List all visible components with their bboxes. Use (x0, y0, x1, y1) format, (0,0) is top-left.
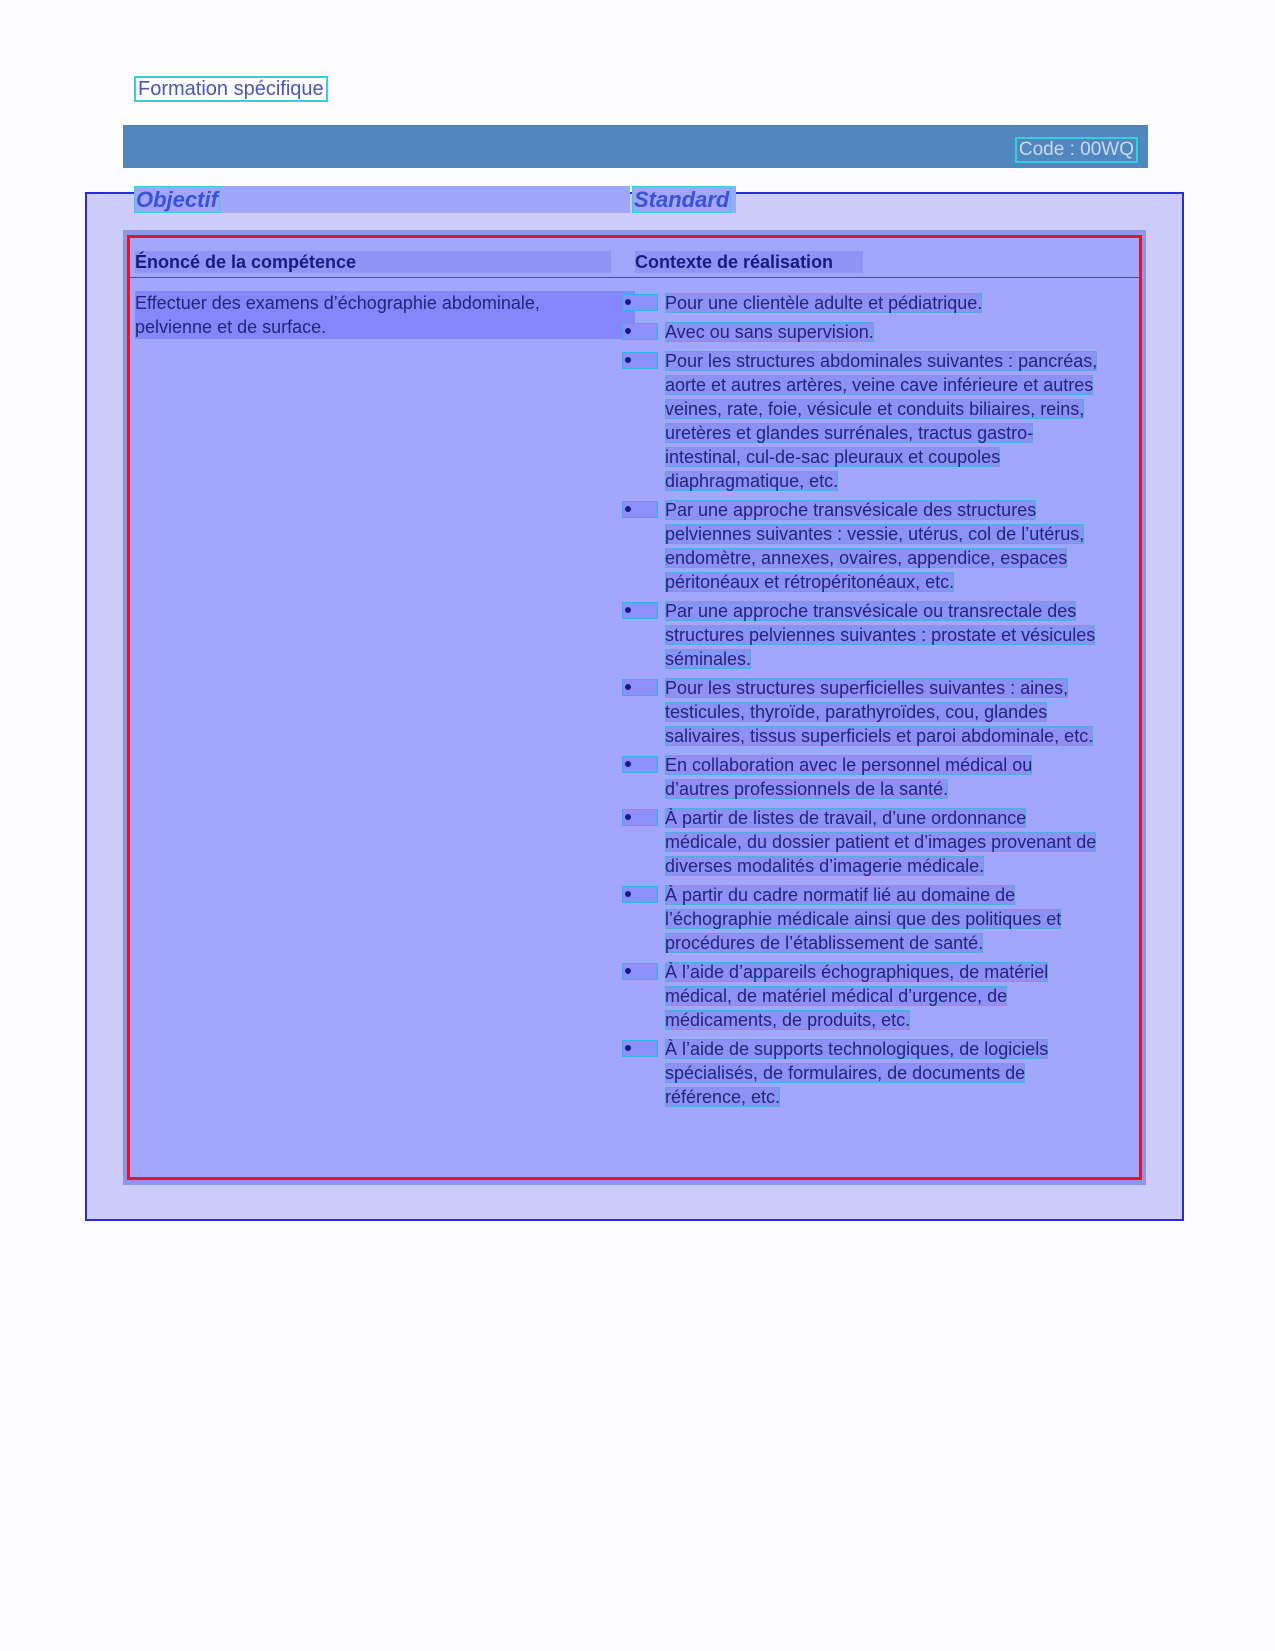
competence-statement (135, 291, 635, 339)
bullet-icon (622, 679, 658, 696)
competence-line: pelvienne et de surface. (135, 315, 635, 339)
list-item-text: Par une approche transvésicale des structures pelviennes suivantes : vessie, utérus, col de l’utérus, endomètre, annexes, ovaires, appendice, espaces péritonéaux et rétropéritonéaux, etc. (665, 500, 1085, 592)
competence-line: Effectuer des examens d’échographie abdominale, (135, 291, 635, 315)
list-item-text: Par une approche transvésicale ou transrectale des structures pelviennes suivantes : prostate et vésicules séminales. (665, 601, 1096, 669)
bullet-icon (622, 756, 658, 773)
list-item (622, 599, 1100, 671)
list-item-text: En collaboration avec le personnel médical ou d’autres professionnels de la santé. (665, 755, 1033, 799)
list-item-text: À partir de listes de travail, d’une ordonnance médicale, du dossier patient et d’images provenant de diverses modalités d’imagerie médicale. (665, 808, 1097, 876)
code-banner (123, 125, 1148, 168)
bullet-icon (622, 809, 658, 826)
header-divider (130, 277, 1139, 278)
bullet-icon (622, 294, 658, 311)
list-item (622, 320, 1100, 344)
list-item-text: Avec ou sans supervision. (665, 322, 874, 342)
list-item-text: À l’aide d’appareils échographiques, de matériel médical, de matériel médical d’urgence, de médicaments, de produits, etc. (665, 962, 1049, 1030)
list-item (622, 349, 1100, 493)
list-item (622, 1037, 1100, 1109)
page-section-title: Formation spécifique (134, 76, 328, 102)
bullet-icon (622, 352, 658, 369)
list-item (622, 883, 1100, 955)
bullet-icon (622, 323, 658, 340)
list-item (622, 806, 1100, 878)
list-item (622, 291, 1100, 315)
list-item (622, 960, 1100, 1032)
list-item-text: Pour les structures abdominales suivantes : pancréas, aorte et autres artères, veine cave inférieure et autres veines, rate, foie, vésicule et conduits biliaires, reins, uretères et glandes surrénales, tractus gastro-intestinal, cul-de-sac pleuraux et coupoles diaphragmatique, etc. (665, 351, 1098, 491)
list-item (622, 753, 1100, 801)
list-item (622, 498, 1100, 594)
list-item-text: Pour une clientèle adulte et pédiatrique. (665, 293, 983, 313)
objective-heading-text: Objectif (136, 187, 218, 212)
list-item (622, 676, 1100, 748)
competence-statement-header: Énoncé de la compétence (135, 251, 611, 273)
bullet-icon (622, 1040, 658, 1057)
objective-heading (134, 186, 630, 213)
list-item-text: À l’aide de supports technologiques, de logiciels spécialisés, de formulaires, de documents de référence, etc. (665, 1039, 1049, 1107)
realization-context-list (622, 291, 1100, 1114)
bullet-icon (622, 602, 658, 619)
competency-table (123, 230, 1146, 1185)
list-item-text: Pour les structures superficielles suivantes : aines, testicules, thyroïde, parathyroïdes, cou, glandes salivaires, tissus superficiels et paroi abdominale, etc. (665, 678, 1094, 746)
bullet-icon (622, 886, 658, 903)
standard-heading (632, 186, 736, 213)
competency-table-body (127, 235, 1142, 1180)
standard-heading-text: Standard (634, 187, 730, 212)
bullet-icon (622, 963, 658, 980)
realization-context-header: Contexte de réalisation (635, 251, 863, 273)
list-item-text: À partir du cadre normatif lié au domaine de l’échographie médicale ainsi que des politiques et procédures de l’établissement de santé. (665, 885, 1062, 953)
bullet-icon (622, 501, 658, 518)
competency-code: Code : 00WQ (1015, 137, 1138, 163)
